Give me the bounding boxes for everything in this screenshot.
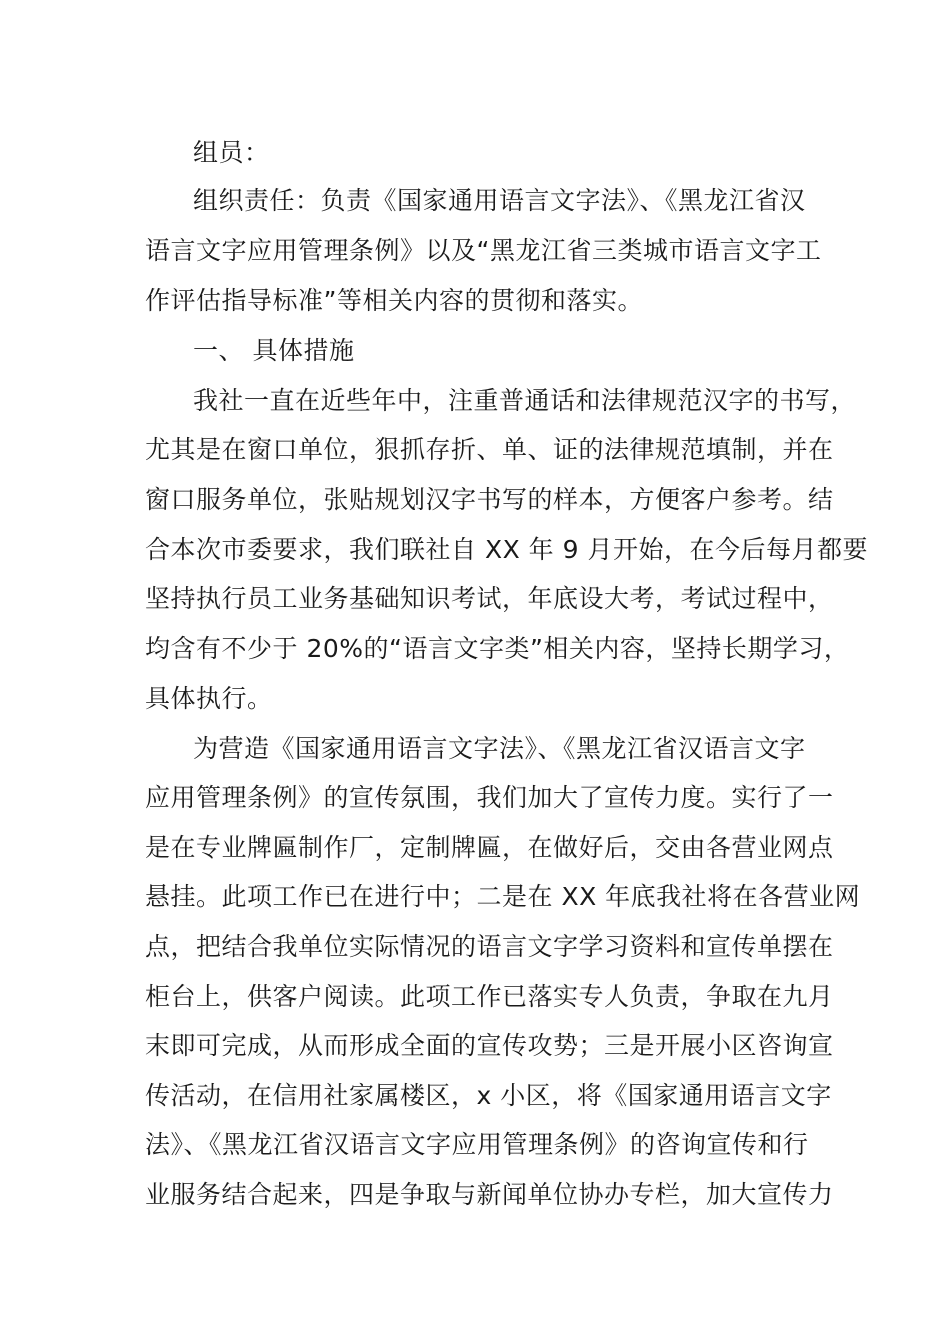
responsibility-line: 组织责任：负责《国家通用语言文字法》、《黑龙江省汉 <box>193 186 806 215</box>
paragraph-line: 柜台上，供客户阅读。此项工作已落实专人负责，争取在九月 <box>145 982 834 1011</box>
paragraph-line: 法》、《黑龙江省汉语言文字应用管理条例》的咨询宣传和行 <box>145 1130 809 1159</box>
paragraph-line: 悬挂。此项工作已在进行中；二是在 XX 年底我社将在各营业网 <box>145 882 861 911</box>
paragraph-line: 合本次市委要求，我们联社自 XX 年 9 月开始，在今后每月都要 <box>145 535 868 564</box>
paragraph-line: 业服务结合起来，四是争取与新闻单位协办专栏，加大宣传力 <box>145 1180 834 1209</box>
section-heading: 一、 具体措施 <box>193 336 355 365</box>
paragraph-line: 窗口服务单位，张贴规划汉字书写的样本，方便客户参考。结 <box>145 485 834 514</box>
paragraph-line: 均含有不少于 20%的“语言文字类”相关内容，坚持长期学习， <box>145 634 850 663</box>
responsibility-line: 作评估指导标准”等相关内容的贯彻和落实。 <box>145 286 643 315</box>
paragraph-line: 末即可完成，从而形成全面的宣传攻势；三是开展小区咨询宣 <box>145 1031 834 1060</box>
paragraph-line: 尤其是在窗口单位，狠抓存折、单、证的法律规范填制，并在 <box>145 435 834 464</box>
paragraph-line: 为营造《国家通用语言文字法》、《黑龙江省汉语言文字 <box>193 734 806 763</box>
paragraph-line: 我社一直在近些年中，注重普通话和法律规范汉字的书写， <box>193 386 857 415</box>
members-heading: 组员： <box>193 138 270 167</box>
paragraph-line: 是在专业牌匾制作厂，定制牌匾，在做好后，交由各营业网点 <box>145 833 834 862</box>
paragraph-line: 坚持执行员工业务基础知识考试，年底设大考，考试过程中， <box>145 584 834 613</box>
paragraph-line: 应用管理条例》的宣传氛围，我们加大了宣传力度。实行了一 <box>145 783 834 812</box>
paragraph-line: 点，把结合我单位实际情况的语言文字学习资料和宣传单摆在 <box>145 932 834 961</box>
paragraph-line: 具体执行。 <box>145 684 273 713</box>
responsibility-line: 语言文字应用管理条例》以及“黑龙江省三类城市语言文字工 <box>145 236 822 265</box>
paragraph-line: 传活动，在信用社家属楼区，x 小区，将《国家通用语言文字 <box>145 1081 832 1110</box>
